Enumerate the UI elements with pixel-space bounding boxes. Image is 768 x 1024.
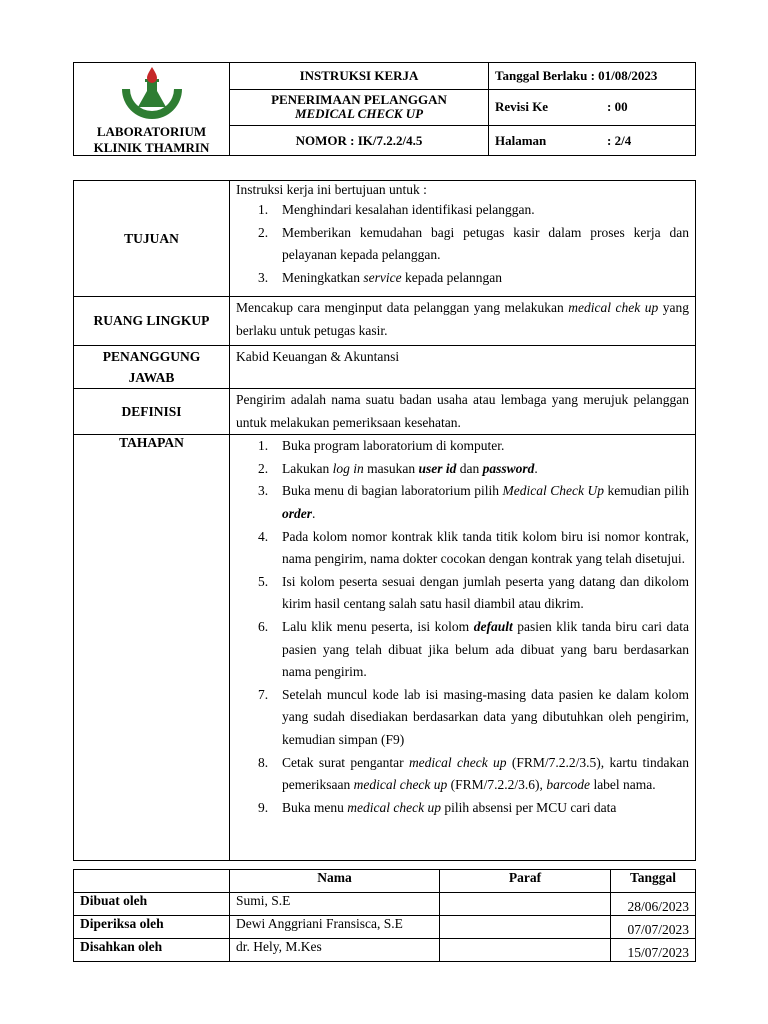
signoff-table [73, 869, 696, 962]
doc-type: INSTRUKSI KERJA [230, 63, 489, 90]
section-body: Kabid Keuangan & Akuntansi [230, 346, 696, 389]
section-label: PENANGGUNG JAWAB [74, 346, 230, 389]
signoff-name: Sumi, S.E [230, 893, 440, 916]
tujuan-intro: Instruksi kerja ini bertujuan untuk : [236, 182, 427, 197]
section-tujuan [74, 181, 696, 297]
signoff-paraf [440, 893, 611, 916]
list-item: 9. Buka menu medical check up pilih absensi per MCU cari data [258, 799, 617, 815]
lab-logo-icon [116, 67, 188, 123]
section-label: RUANG LINGKUP [74, 297, 230, 346]
table-row [74, 893, 696, 916]
list-item: 6. Lalu klik menu peserta, isi kolom default pasien klik tanda biru cari data pasien yang telah dibuat jika belum ada dibuat yang baru berdasarkan nama pengirim. [258, 618, 689, 680]
effective-date: Tanggal Berlaku : 01/08/2023 [489, 63, 696, 90]
page-value: : 2/4 [607, 132, 632, 148]
lab-name-line2: KLINIK THAMRIN [93, 140, 210, 155]
doc-title [230, 89, 489, 125]
list-item: 3. Meningkatkan service kepada pelanngan [258, 269, 503, 285]
section-body: Mencakup cara menginput data pelanggan yang melakukan medical chek up yang berlaku untuk petugas kasir. [230, 297, 696, 346]
doc-title-line2: MEDICAL CHECK UP [294, 106, 424, 122]
section-label: DEFINISI [74, 389, 230, 435]
list-item: 1. Buka program laboratorium di komputer. [258, 438, 505, 454]
revision-value: : 00 [607, 99, 628, 115]
revision [489, 89, 696, 125]
list-item: 2. Lakukan log in masukan user id dan password. [258, 460, 538, 476]
signoff-date: 07/07/2023 [611, 916, 696, 939]
lab-name-line1: LABORATORIUM [96, 124, 207, 139]
list-item: 1. Menghindari kesalahan identifikasi pelanggan. [258, 202, 535, 217]
signoff-role: Diperiksa oleh [74, 916, 230, 939]
section-tahapan [74, 435, 696, 861]
list-item: 4. Pada kolom nomor kontrak klik tanda titik kolom biru isi nomor kontrak, nama pengirim, nama dokter cocokan dengan kontrak yang telah disetujui. [258, 528, 689, 567]
signoff-date: 28/06/2023 [611, 893, 696, 916]
page-info [489, 126, 696, 156]
page-label: Halaman [495, 132, 547, 148]
list-item: 7. Setelah muncul kode lab isi masing-masing data pasien ke dalam kolom yang sudah disediakan berdasarkan data yang dibutuhkan oleh pengirim, kemudian simpan (F9) [258, 686, 689, 747]
tahapan-list [236, 435, 689, 819]
col-header-tanggal: Tanggal [611, 870, 696, 893]
document-header [73, 62, 696, 156]
revision-label: Revisi Ke [495, 99, 549, 115]
signoff-paraf [440, 939, 611, 962]
instruction-table [73, 180, 696, 861]
signoff-paraf [440, 916, 611, 939]
section-label: TAHAPAN [74, 435, 230, 861]
col-header-paraf: Paraf [440, 870, 611, 893]
section-definisi [74, 389, 696, 435]
signoff-name: Dewi Anggriani Fransisca, S.E [230, 916, 440, 939]
signoff-role: Dibuat oleh [74, 893, 230, 916]
list-item: 5. Isi kolom peserta sesuai dengan jumlah peserta yang datang dan dikolom kirim hasil centang salah satu hasil diambil atau dikrim. [258, 573, 689, 612]
col-header-nama: Nama [230, 870, 440, 893]
list-item: 3. Buka menu di bagian laboratorium pilih Medical Check Up kemudian pilih order. [258, 483, 689, 521]
tujuan-list [236, 199, 689, 289]
section-body: Pengirim adalah nama suatu badan usaha atau lembaga yang merujuk pelanggan untuk melakukan pemeriksaan kesehatan. [230, 389, 696, 435]
signoff-name: dr. Hely, M.Kes [230, 939, 440, 962]
signoff-role: Disahkan oleh [74, 939, 230, 962]
table-row [74, 916, 696, 939]
lab-logo-cell [74, 63, 230, 156]
section-body [230, 181, 696, 297]
list-item: 2. Memberikan kemudahan bagi petugas kasir dalam proses kerja dan pelayanan kepada pelanggan. [258, 224, 689, 263]
section-ruang-lingkup [74, 297, 696, 346]
doc-number: NOMOR : IK/7.2.2/4.5 [230, 126, 489, 156]
section-penanggung-jawab [74, 346, 696, 389]
list-item: 8. Cetak surat pengantar medical check up (FRM/7.2.2/3.5), kartu tindakan pemeriksaan medical check up (FRM/7.2.2/3.6), barcode label nama. [258, 754, 690, 793]
table-row [74, 939, 696, 962]
section-label: TUJUAN [74, 181, 230, 297]
section-body [230, 435, 696, 861]
doc-title-line1: PENERIMAAN PELANGGAN [271, 92, 447, 108]
signoff-date: 15/07/2023 [611, 939, 696, 962]
